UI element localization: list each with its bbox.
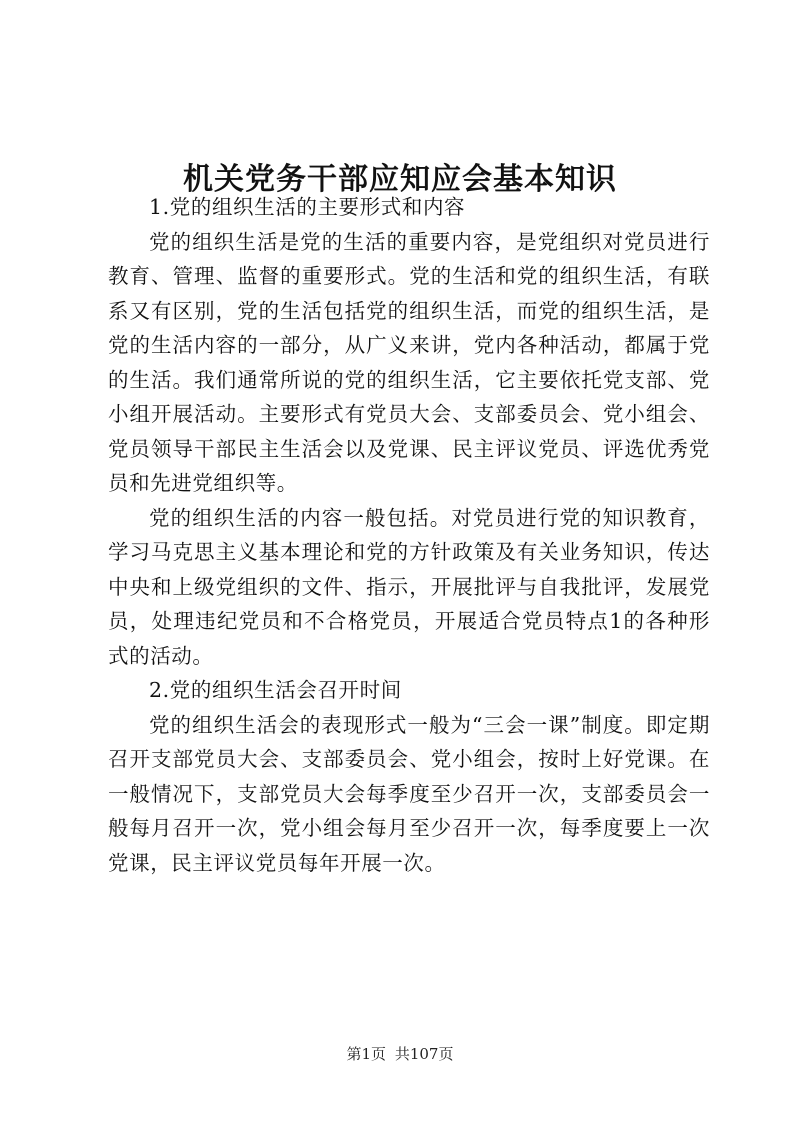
document-body [108, 190, 710, 880]
section-heading: 2.党的组织生活会召开时间 [149, 678, 402, 702]
page-number: 第1页 [346, 1045, 387, 1063]
document-title: 机关党务干部应知应会基本知识 [183, 162, 617, 198]
page-footer [0, 1043, 800, 1065]
body-paragraph: 党的组织生活的内容一般包括。对党员进行党的知识教育，学习马克思主义基本理论和党的方针政策及有关业务知识，传达中央和上级党组织的文件、指示，开展批评与自我批评，发展党员，处理违纪党员和不合格党员，开展适合党员特点1的各种形式的活动。 [108, 505, 710, 668]
section-heading: 1.党的组织生活的主要形式和内容 [149, 195, 466, 219]
body-paragraph: 党的组织生活会的表现形式一般为“三会一课”制度。即定期召开支部党员大会、支部委员会、党小组会，按时上好党课。在一般情况下，支部党员大会每季度至少召开一次，支部委员会一般每月召开一次，党小组会每月至少召开一次，每季度要上一次党课，民主评议党员每年开展一次。 [108, 712, 710, 875]
page-total: 共107页 [394, 1045, 454, 1063]
body-paragraph: 党的组织生活是党的生活的重要内容，是党组织对党员进行教育、管理、监督的重要形式。党的生活和党的组织生活，有联系又有区别，党的生活包括党的组织生活，而党的组织生活，是党的生活内容的一部分，从广义来讲，党内各种活动，都属于党的生活。我们通常所说的党的组织生活，它主要依托党支部、党小组开展活动。主要形式有党员大会、支部委员会、党小组会、党员领导干部民主生活会以及党课、民主评议党员、评选优秀党员和先进党组织等。 [108, 229, 710, 495]
